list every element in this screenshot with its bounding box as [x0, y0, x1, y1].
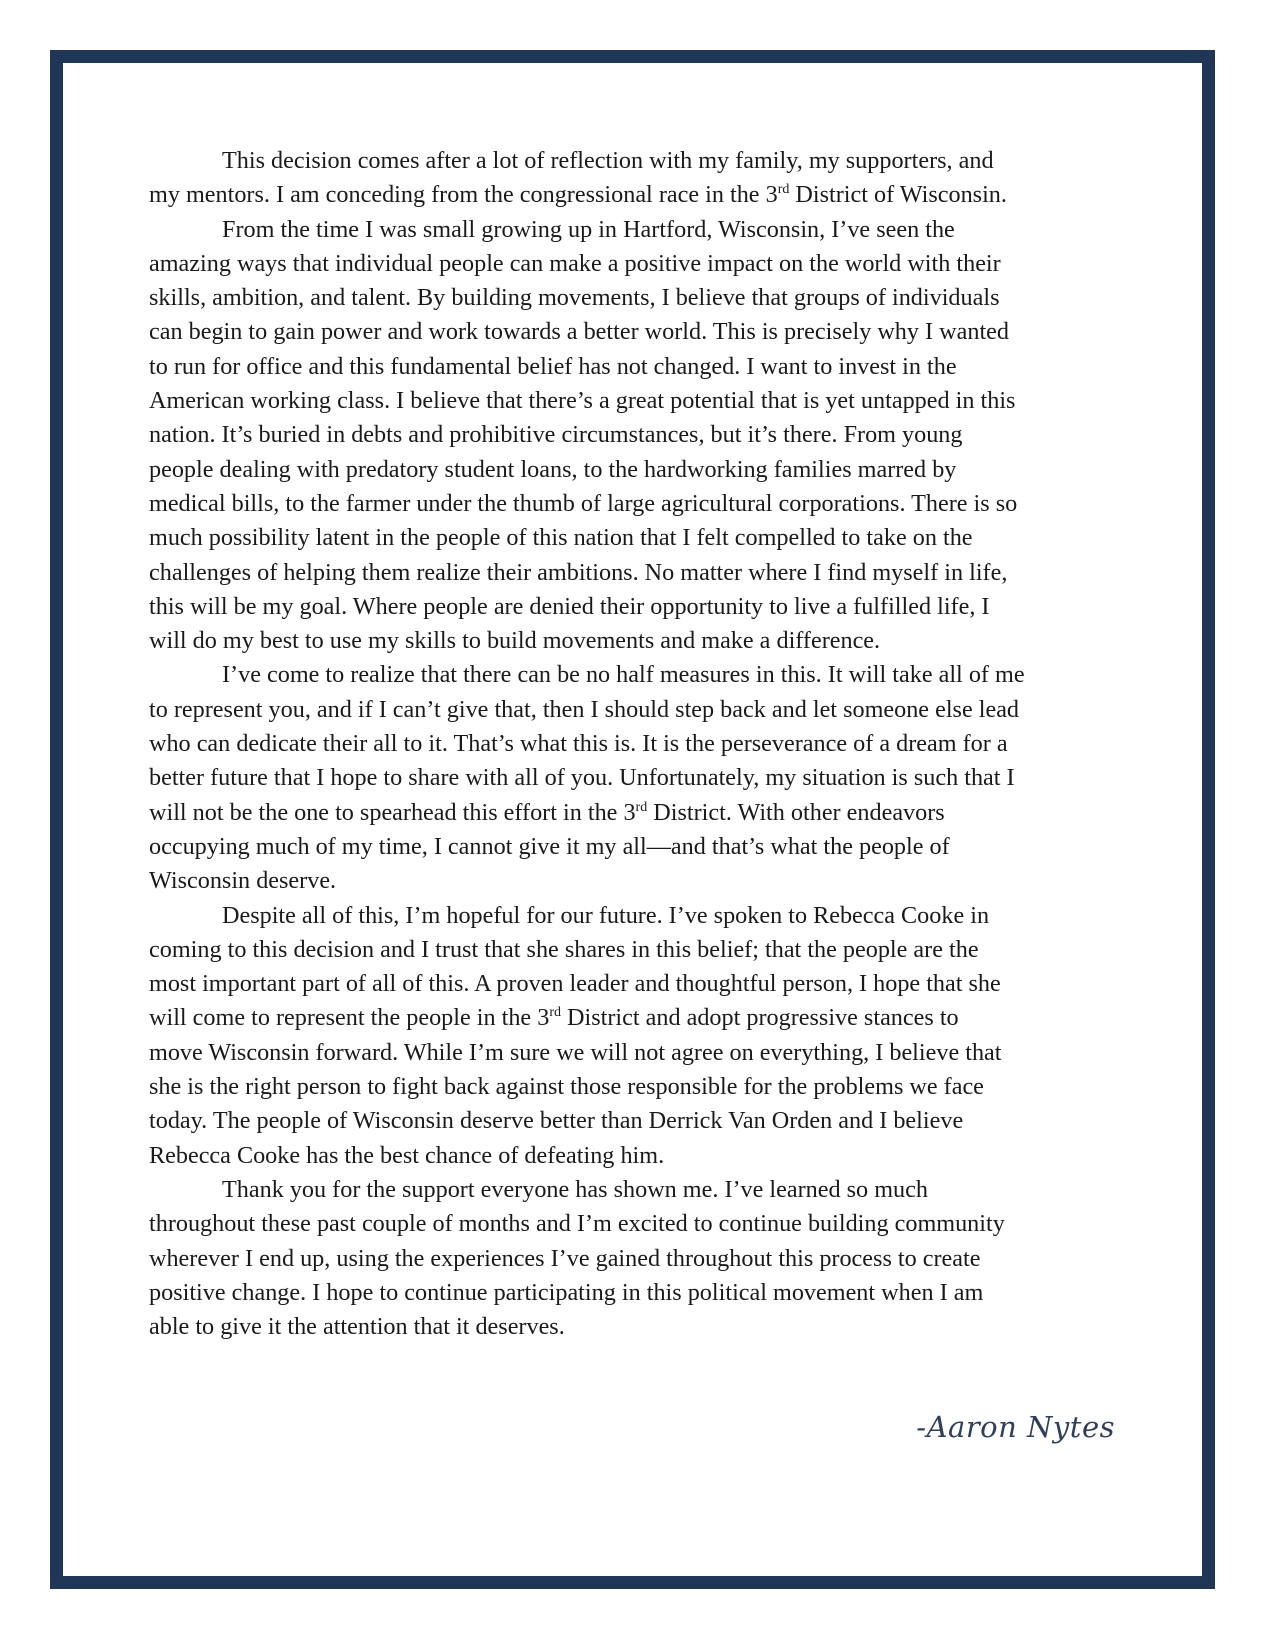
letter-body	[149, 144, 1129, 1344]
text-line: throughout these past couple of months and I’m excited to continue building community	[149, 1210, 1005, 1238]
text-line: who can dedicate their all to it. That’s what this is. It is the perseverance of a dream for a	[149, 730, 1008, 758]
ordinal-superscript: rd	[549, 1005, 561, 1021]
text-line: nation. It’s buried in debts and prohibitive circumstances, but it’s there. From young	[149, 421, 963, 449]
text-line: better future that I hope to share with all of you. Unfortunately, my situation is such that I	[149, 764, 1015, 792]
text-line: wherever I end up, using the experiences I’ve gained throughout this process to create	[149, 1244, 981, 1272]
text-line: this will be my goal. Where people are denied their opportunity to live a fulfilled life, I	[149, 592, 990, 620]
text-line: much possibility latent in the people of this nation that I felt compelled to take on the	[149, 524, 973, 552]
text-line: occupying much of my time, I cannot give it my all—and that’s what the people of	[149, 832, 950, 860]
text-line: From the time I was small growing up in Hartford, Wisconsin, I’ve seen the	[222, 215, 955, 243]
text-line: she is the right person to fight back against those responsible for the problems we face	[149, 1073, 984, 1101]
paragraph-4	[149, 899, 1129, 1173]
text-line: able to give it the attention that it deserves.	[149, 1313, 565, 1341]
text-line: can begin to gain power and work towards a better world. This is precisely why I wanted	[149, 318, 1009, 346]
text-line: today. The people of Wisconsin deserve better than Derrick Van Orden and I believe	[149, 1107, 964, 1135]
text-line: my mentors. I am conceding from the congressional race in the 3rd District of Wisconsin.	[149, 181, 1007, 209]
text-line: medical bills, to the farmer under the thumb of large agricultural corporations. There is so	[149, 489, 1018, 517]
text-line: American working class. I believe that there’s a great potential that is yet untapped in this	[149, 387, 1016, 415]
text-line: to represent you, and if I can’t give that, then I should step back and let someone else lead	[149, 695, 1020, 723]
ordinal-superscript: rd	[777, 182, 790, 198]
text-line: Thank you for the support everyone has shown me. I’ve learned so much	[222, 1175, 928, 1203]
text-line: positive change. I hope to continue participating in this political movement when I am	[149, 1278, 984, 1306]
text-line: will not be the one to spearhead this effort in the 3rd District. With other endeavors	[149, 798, 945, 826]
signature: -Aaron Nytes	[916, 1410, 1115, 1444]
paragraph-1	[149, 144, 1129, 213]
paragraph-2	[149, 213, 1129, 659]
text-line: skills, ambition, and talent. By building movements, I believe that groups of individuals	[149, 284, 1000, 312]
text-line: amazing ways that individual people can make a positive impact on the world with their	[149, 249, 1001, 277]
text-line: Wisconsin deserve.	[149, 867, 337, 895]
text-line: most important part of all of this. A proven leader and thoughtful person, I hope that she	[149, 970, 1001, 998]
text-line: move Wisconsin forward. While I’m sure we will not agree on everything, I believe that	[149, 1038, 1002, 1066]
text-line: coming to this decision and I trust that she shares in this belief; that the people are the	[149, 935, 979, 963]
text-line: I’ve come to realize that there can be no half measures in this. It will take all of me	[222, 661, 1025, 689]
text-line: to run for office and this fundamental belief has not changed. I want to invest in the	[149, 352, 957, 380]
paragraph-5	[149, 1173, 1129, 1344]
text-line: will come to represent the people in the 3rd District and adopt progressive stances to	[149, 1004, 959, 1032]
paragraph-3	[149, 658, 1129, 898]
text-line: Rebecca Cooke has the best chance of defeating him.	[149, 1141, 665, 1169]
text-line: Despite all of this, I’m hopeful for our future. I’ve spoken to Rebecca Cooke in	[222, 901, 990, 929]
text-line: people dealing with predatory student loans, to the hardworking families marred by	[149, 455, 957, 483]
text-line: This decision comes after a lot of reflection with my family, my supporters, and	[222, 147, 994, 174]
ordinal-superscript: rd	[635, 799, 648, 815]
text-line: challenges of helping them realize their ambitions. No matter where I find myself in life,	[149, 558, 1008, 586]
text-line: will do my best to use my skills to build movements and make a difference.	[149, 627, 881, 655]
